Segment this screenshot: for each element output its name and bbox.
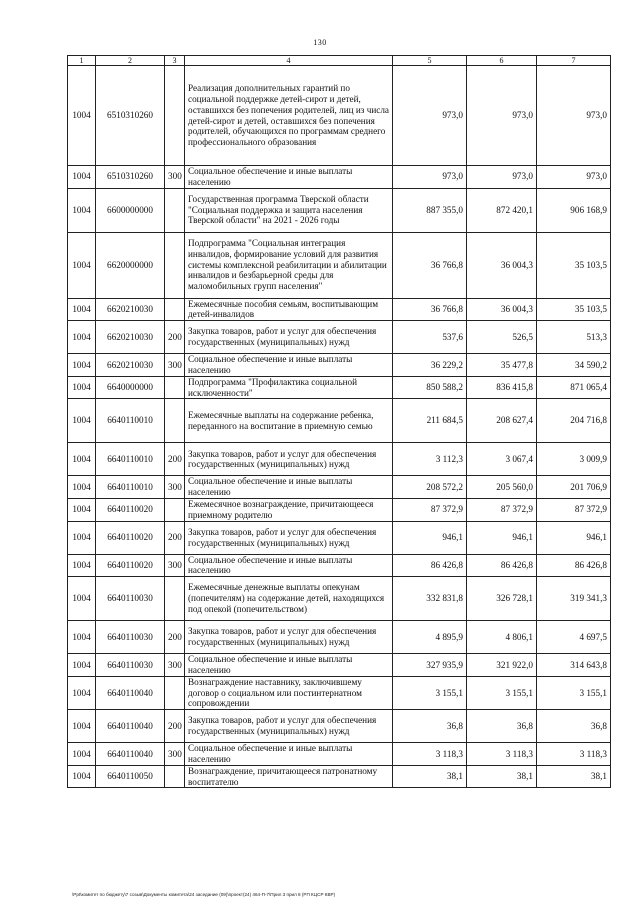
section-cell: 1004	[68, 443, 96, 476]
section-cell: 1004	[68, 188, 96, 232]
description-cell: Подпрограмма "Социальная интеграция инвалидов, формирование условий для развития системы комплексной реабилитации и абилитации инвалидов и безбарьерной среды для маломобильных групп населения"	[185, 232, 393, 298]
section-cell: 1004	[68, 66, 96, 166]
table-row	[68, 676, 611, 709]
target-code-cell: 6620210030	[96, 321, 165, 354]
section-cell: 1004	[68, 577, 96, 621]
description-cell: Социальное обеспечение и иные выплаты населению	[185, 476, 393, 499]
amount-cell: 208 627,4	[467, 399, 537, 443]
amount-cell: 36,8	[393, 710, 467, 743]
expense-type-cell	[165, 376, 185, 399]
section-cell: 1004	[68, 476, 96, 499]
table-row	[68, 354, 611, 377]
table-row	[68, 188, 611, 232]
table-row	[68, 654, 611, 677]
table-row	[68, 577, 611, 621]
file-path-footer: \Ppt\комитет по бюджету\7 созыв\Документы комитета\24 заседание (09)\проект(24) 464-П-7\Прил 3 прил 8 (РП КЦСР КВР)	[72, 892, 336, 897]
column-header: 4	[185, 56, 393, 66]
amount-cell: 38,1	[393, 765, 467, 788]
expense-type-cell: 300	[165, 554, 185, 577]
amount-cell: 836 415,8	[467, 376, 537, 399]
description-cell: Социальное обеспечение и иные выплаты населению	[185, 554, 393, 577]
expense-type-cell: 200	[165, 621, 185, 654]
expense-type-cell: 300	[165, 166, 185, 189]
amount-cell: 319 341,3	[537, 577, 611, 621]
section-cell: 1004	[68, 710, 96, 743]
target-code-cell: 6640110020	[96, 521, 165, 554]
section-cell: 1004	[68, 676, 96, 709]
amount-cell: 332 831,8	[393, 577, 467, 621]
amount-cell: 973,0	[537, 166, 611, 189]
amount-cell: 36,8	[537, 710, 611, 743]
section-cell: 1004	[68, 166, 96, 189]
amount-cell: 3 067,4	[467, 443, 537, 476]
amount-cell: 3 118,3	[537, 743, 611, 766]
expense-type-cell: 300	[165, 654, 185, 677]
section-cell: 1004	[68, 298, 96, 321]
amount-cell: 208 572,2	[393, 476, 467, 499]
section-cell: 1004	[68, 521, 96, 554]
amount-cell: 321 922,0	[467, 654, 537, 677]
section-cell: 1004	[68, 621, 96, 654]
target-code-cell: 6640110030	[96, 577, 165, 621]
description-cell: Закупка товаров, работ и услуг для обеспечения государственных (муниципальных) нужд	[185, 621, 393, 654]
section-cell: 1004	[68, 354, 96, 377]
expense-type-cell: 200	[165, 710, 185, 743]
amount-cell: 946,1	[537, 521, 611, 554]
amount-cell: 35 103,5	[537, 298, 611, 321]
table-row	[68, 765, 611, 788]
target-code-cell: 6640000000	[96, 376, 165, 399]
amount-cell: 3 155,1	[393, 676, 467, 709]
table-row	[68, 498, 611, 521]
description-cell: Ежемесячные пособия семьям, воспитывающим детей-инвалидов	[185, 298, 393, 321]
table-row	[68, 621, 611, 654]
amount-cell: 204 716,8	[537, 399, 611, 443]
amount-cell: 872 420,1	[467, 188, 537, 232]
target-code-cell: 6640110010	[96, 476, 165, 499]
target-code-cell: 6510310260	[96, 66, 165, 166]
expense-type-cell	[165, 232, 185, 298]
table-row	[68, 321, 611, 354]
budget-table	[67, 55, 611, 788]
amount-cell: 4 697,5	[537, 621, 611, 654]
section-cell: 1004	[68, 654, 96, 677]
amount-cell: 36 004,3	[467, 298, 537, 321]
section-cell: 1004	[68, 321, 96, 354]
amount-cell: 3 009,9	[537, 443, 611, 476]
target-code-cell: 6620210030	[96, 298, 165, 321]
description-cell: Закупка товаров, работ и услуг для обеспечения государственных (муниципальных) нужд	[185, 321, 393, 354]
amount-cell: 946,1	[393, 521, 467, 554]
target-code-cell: 6620000000	[96, 232, 165, 298]
expense-type-cell	[165, 66, 185, 166]
amount-cell: 3 112,3	[393, 443, 467, 476]
column-header: 7	[537, 56, 611, 66]
amount-cell: 86 426,8	[537, 554, 611, 577]
expense-type-cell	[165, 498, 185, 521]
table-row	[68, 166, 611, 189]
description-cell: Социальное обеспечение и иные выплаты населению	[185, 654, 393, 677]
amount-cell: 3 118,3	[393, 743, 467, 766]
table-row	[68, 710, 611, 743]
amount-cell: 38,1	[537, 765, 611, 788]
description-cell: Государственная программа Тверской области "Социальная поддержка и защита населения Тверской области" на 2021 - 2026 годы	[185, 188, 393, 232]
amount-cell: 86 426,8	[393, 554, 467, 577]
description-cell: Вознаграждение наставнику, заключившему договор о социальном или постинтернатном сопровождении	[185, 676, 393, 709]
amount-cell: 3 155,1	[467, 676, 537, 709]
column-number-row	[68, 56, 611, 66]
amount-cell: 314 643,8	[537, 654, 611, 677]
column-header: 5	[393, 56, 467, 66]
target-code-cell: 6600000000	[96, 188, 165, 232]
amount-cell: 850 588,2	[393, 376, 467, 399]
section-cell: 1004	[68, 554, 96, 577]
amount-cell: 36 229,2	[393, 354, 467, 377]
amount-cell: 3 155,1	[537, 676, 611, 709]
amount-cell: 973,0	[393, 166, 467, 189]
description-cell: Подпрограмма "Профилактика социальной исключенности"	[185, 376, 393, 399]
amount-cell: 35 103,5	[537, 232, 611, 298]
expense-type-cell: 300	[165, 743, 185, 766]
amount-cell: 327 935,9	[393, 654, 467, 677]
description-cell: Реализация дополнительных гарантий по социальной поддержке детей-сирот и детей, оставшихся без попечения родителей, лиц из числа детей-сирот и детей, оставшихся без попечения родителей, обучающихся по программам среднего профессионального образования	[185, 66, 393, 166]
amount-cell: 973,0	[467, 166, 537, 189]
description-cell: Социальное обеспечение и иные выплаты населению	[185, 743, 393, 766]
column-header: 2	[96, 56, 165, 66]
expense-type-cell	[165, 765, 185, 788]
expense-type-cell: 200	[165, 521, 185, 554]
amount-cell: 36 766,8	[393, 232, 467, 298]
expense-type-cell: 200	[165, 443, 185, 476]
table-row	[68, 376, 611, 399]
target-code-cell: 6640110010	[96, 399, 165, 443]
expense-type-cell	[165, 298, 185, 321]
description-cell: Вознаграждение, причитающееся патронатному воспитателю	[185, 765, 393, 788]
description-cell: Закупка товаров, работ и услуг для обеспечения государственных (муниципальных) нужд	[185, 710, 393, 743]
table-row	[68, 476, 611, 499]
amount-cell: 201 706,9	[537, 476, 611, 499]
table-row	[68, 232, 611, 298]
amount-cell: 973,0	[467, 66, 537, 166]
amount-cell: 326 728,1	[467, 577, 537, 621]
table-row	[68, 743, 611, 766]
target-code-cell: 6620210030	[96, 354, 165, 377]
section-cell: 1004	[68, 232, 96, 298]
amount-cell: 3 118,3	[467, 743, 537, 766]
target-code-cell: 6640110030	[96, 654, 165, 677]
amount-cell: 513,3	[537, 321, 611, 354]
column-header: 3	[165, 56, 185, 66]
expense-type-cell	[165, 399, 185, 443]
target-code-cell: 6510310260	[96, 166, 165, 189]
page-number: 130	[313, 38, 327, 47]
target-code-cell: 6640110020	[96, 554, 165, 577]
target-code-cell: 6640110050	[96, 765, 165, 788]
amount-cell: 38,1	[467, 765, 537, 788]
target-code-cell: 6640110040	[96, 710, 165, 743]
amount-cell: 87 372,9	[537, 498, 611, 521]
table-row	[68, 66, 611, 166]
target-code-cell: 6640110040	[96, 676, 165, 709]
amount-cell: 36 004,3	[467, 232, 537, 298]
target-code-cell: 6640110020	[96, 498, 165, 521]
amount-cell: 906 168,9	[537, 188, 611, 232]
description-cell: Закупка товаров, работ и услуг для обеспечения государственных (муниципальных) нужд	[185, 521, 393, 554]
amount-cell: 87 372,9	[393, 498, 467, 521]
target-code-cell: 6640110030	[96, 621, 165, 654]
section-cell: 1004	[68, 498, 96, 521]
expense-type-cell	[165, 577, 185, 621]
amount-cell: 871 065,4	[537, 376, 611, 399]
section-cell: 1004	[68, 743, 96, 766]
description-cell: Социальное обеспечение и иные выплаты населению	[185, 354, 393, 377]
amount-cell: 973,0	[537, 66, 611, 166]
expense-type-cell: 300	[165, 476, 185, 499]
section-cell: 1004	[68, 399, 96, 443]
amount-cell: 526,5	[467, 321, 537, 354]
description-cell: Закупка товаров, работ и услуг для обеспечения государственных (муниципальных) нужд	[185, 443, 393, 476]
description-cell: Социальное обеспечение и иные выплаты населению	[185, 166, 393, 189]
amount-cell: 34 590,2	[537, 354, 611, 377]
expense-type-cell	[165, 676, 185, 709]
description-cell: Ежемесячные денежные выплаты опекунам (попечителям) на содержание детей, находящихся под опекой (попечительством)	[185, 577, 393, 621]
section-cell: 1004	[68, 376, 96, 399]
amount-cell: 946,1	[467, 521, 537, 554]
table-row	[68, 554, 611, 577]
amount-cell: 887 355,0	[393, 188, 467, 232]
table-row	[68, 298, 611, 321]
amount-cell: 86 426,8	[467, 554, 537, 577]
amount-cell: 537,6	[393, 321, 467, 354]
amount-cell: 87 372,9	[467, 498, 537, 521]
expense-type-cell: 200	[165, 321, 185, 354]
table-row	[68, 399, 611, 443]
amount-cell: 4 895,9	[393, 621, 467, 654]
amount-cell: 211 684,5	[393, 399, 467, 443]
amount-cell: 4 806,1	[467, 621, 537, 654]
column-header: 1	[68, 56, 96, 66]
amount-cell: 36 766,8	[393, 298, 467, 321]
amount-cell: 35 477,8	[467, 354, 537, 377]
description-cell: Ежемесячные выплаты на содержание ребенка, переданного на воспитание в приемную семью	[185, 399, 393, 443]
section-cell: 1004	[68, 765, 96, 788]
target-code-cell: 6640110040	[96, 743, 165, 766]
column-header: 6	[467, 56, 537, 66]
amount-cell: 205 560,0	[467, 476, 537, 499]
amount-cell: 36,8	[467, 710, 537, 743]
table-row	[68, 521, 611, 554]
amount-cell: 973,0	[393, 66, 467, 166]
expense-type-cell: 300	[165, 354, 185, 377]
target-code-cell: 6640110010	[96, 443, 165, 476]
description-cell: Ежемесячное вознаграждение, причитающееся приемному родителю	[185, 498, 393, 521]
expense-type-cell	[165, 188, 185, 232]
table-row	[68, 443, 611, 476]
table-body	[68, 66, 611, 788]
